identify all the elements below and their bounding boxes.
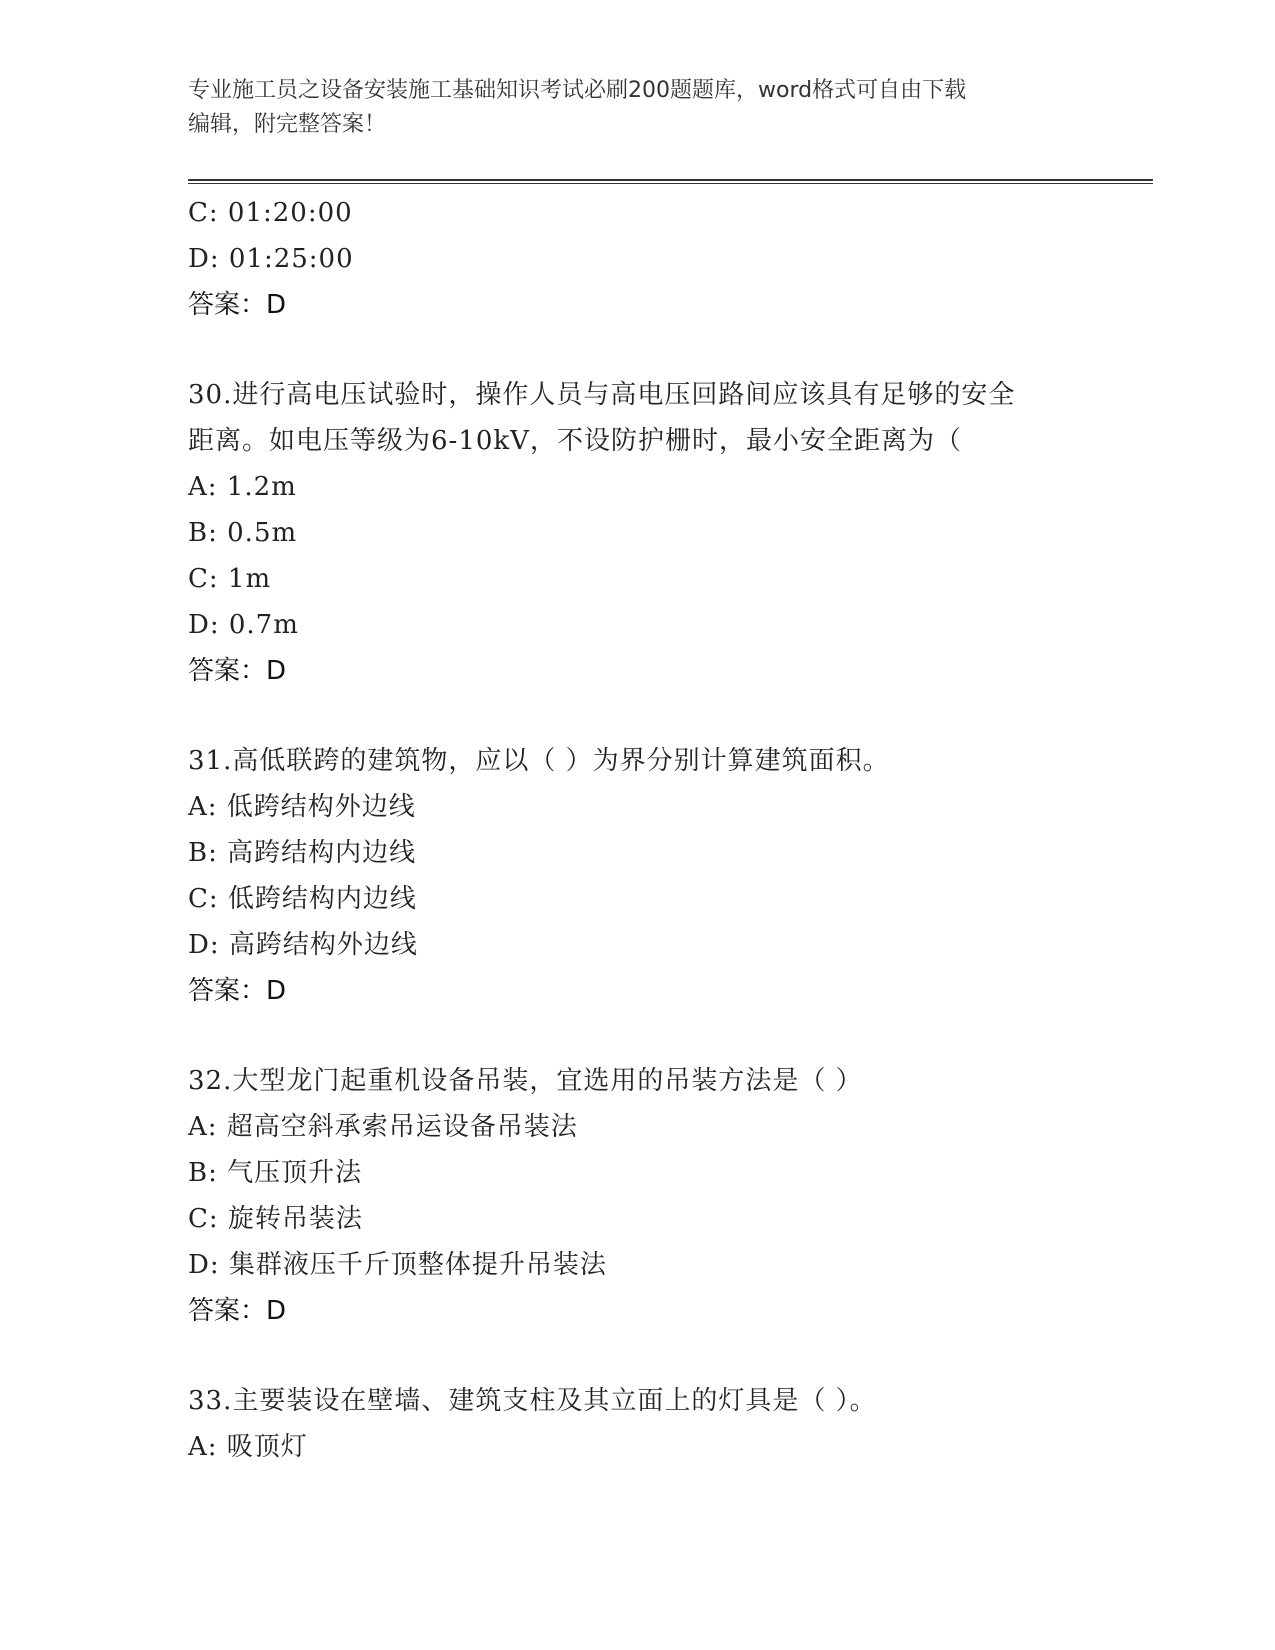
option-c: C: 1m xyxy=(188,564,272,594)
header-line-2: 编辑，附完整答案！ xyxy=(188,112,387,137)
option-b: B: 0.5m xyxy=(188,518,298,548)
document-header xyxy=(188,74,1088,142)
question-text: 30.进行高电压试验时，操作人员与高电压回路间应该具有足够的安全 xyxy=(188,380,1016,410)
question-block xyxy=(188,190,1153,328)
question-block xyxy=(188,372,1153,694)
question-text: 31.高低联跨的建筑物，应以（ ）为界分别计算建筑面积。 xyxy=(188,746,890,776)
option-c: C: 01:20:00 xyxy=(188,198,353,228)
answer-line: 答案：D xyxy=(188,290,287,320)
answer-line: 答案：D xyxy=(188,656,287,686)
option-a: A: 吸顶灯 xyxy=(188,1432,308,1462)
option-c: C: 低跨结构内边线 xyxy=(188,884,417,914)
question-block xyxy=(188,738,1153,1014)
spacer xyxy=(188,328,1153,372)
option-d: D: 集群液压千斤顶整体提升吊装法 xyxy=(188,1250,607,1280)
header-divider xyxy=(188,179,1153,184)
spacer xyxy=(188,694,1153,738)
option-a: A: 超高空斜承索吊运设备吊装法 xyxy=(188,1112,578,1142)
question-block xyxy=(188,1378,1153,1470)
question-block xyxy=(188,1058,1153,1334)
option-b: B: 气压顶升法 xyxy=(188,1158,363,1188)
spacer xyxy=(188,1334,1153,1378)
question-text: 距离。如电压等级为6-10kV，不设防护栅时，最小安全距离为（ xyxy=(188,426,962,456)
option-d: D: 01:25:00 xyxy=(188,244,354,274)
question-text: 33.主要装设在壁墙、建筑支柱及其立面上的灯具是（ ）。 xyxy=(188,1386,877,1416)
question-text: 32.大型龙门起重机设备吊装，宜选用的吊装方法是（ ） xyxy=(188,1066,863,1096)
option-d: D: 0.7m xyxy=(188,610,299,640)
spacer xyxy=(188,1014,1153,1058)
option-a: A: 低跨结构外边线 xyxy=(188,792,416,822)
option-c: C: 旋转吊装法 xyxy=(188,1204,363,1234)
answer-line: 答案：D xyxy=(188,1296,287,1326)
header-line-1: 专业施工员之设备安装施工基础知识考试必刷200题题库，word格式可自由下载 xyxy=(188,78,967,103)
question-list xyxy=(188,190,1153,1470)
answer-line: 答案：D xyxy=(188,976,287,1006)
option-b: B: 高跨结构内边线 xyxy=(188,838,417,868)
option-d: D: 高跨结构外边线 xyxy=(188,930,418,960)
option-a: A: 1.2m xyxy=(188,472,297,502)
